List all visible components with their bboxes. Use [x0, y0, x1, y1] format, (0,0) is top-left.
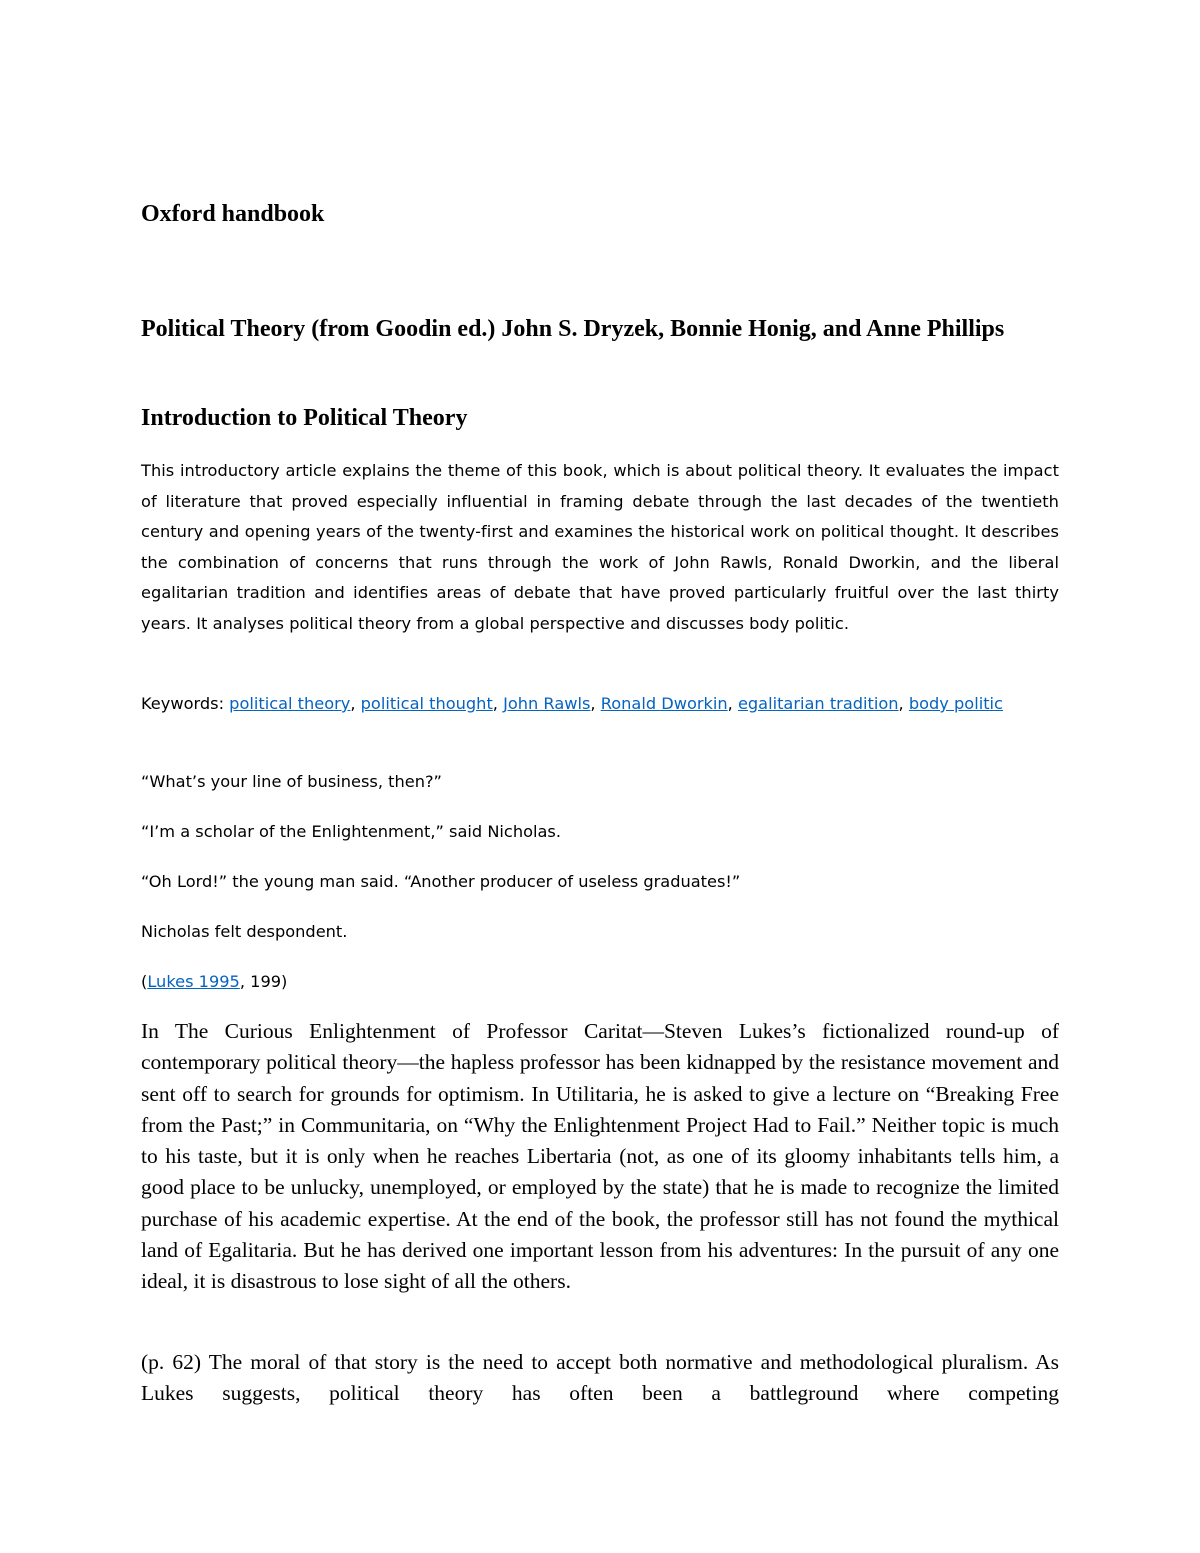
keyword-link-political-thought[interactable]: political thought	[360, 694, 493, 713]
chapter-heading	[141, 311, 1059, 348]
keyword-separator: ,	[492, 694, 504, 713]
document-title: Oxford handbook	[141, 201, 325, 227]
keyword-link-john-rawls[interactable]: John Rawls	[503, 694, 591, 713]
keywords-label: Keywords:	[141, 694, 230, 713]
quote-line: “I’m a scholar of the Enlightenment,” said Nicholas.	[141, 822, 561, 841]
quote-line: Nicholas felt despondent.	[141, 922, 348, 941]
citation-open: (	[141, 972, 148, 991]
keyword-separator: ,	[898, 694, 909, 713]
keyword-link-political-theory[interactable]: political theory	[229, 694, 351, 713]
abstract-paragraph: This introductory article explains the theme of this book, which is about political theory. It evaluates the impact of literature that proved especially influential in framing debate through the last decades of the twentieth century and opening years of the twenty-first and examines the historical work on political thought. It describes the combination of concerns that runs through the work of John Rawls, Ronald Dworkin, and the liberal egalitarian tradition and identifies areas of debate that have proved particularly fruitful over the last thirty years. It analyses political theory from a global perspective and discusses body politic.	[141, 461, 1059, 633]
citation-link-lukes-1995[interactable]: Lukes 1995	[147, 972, 240, 991]
keyword-link-egalitarian-tradition[interactable]: egalitarian tradition	[737, 694, 899, 713]
section-heading: Introduction to Political Theory	[141, 405, 468, 431]
citation-pages: , 199)	[239, 972, 288, 991]
keyword-link-ronald-dworkin[interactable]: Ronald Dworkin	[600, 694, 728, 713]
body-paragraph: (p. 62) The moral of that story is the need to accept both normative and methodological pluralism. As Lukes suggests, political theory has often been a battleground where competing	[141, 1350, 1059, 1406]
chapter-authors: John S. Dryzek, Bonnie Honig, and Anne Phillips	[495, 316, 1005, 342]
quote-line: “Oh Lord!” the young man said. “Another producer of useless graduates!”	[141, 872, 741, 891]
keyword-link-body-politic[interactable]: body politic	[908, 694, 1003, 713]
quote-line: “What’s your line of business, then?”	[141, 772, 442, 791]
keywords-line	[141, 689, 1059, 719]
keyword-separator: ,	[350, 694, 361, 713]
keyword-separator: ,	[590, 694, 601, 713]
citation	[141, 970, 287, 994]
chapter-title: Political Theory (from Goodin ed.)	[141, 316, 496, 342]
keyword-separator: ,	[727, 694, 738, 713]
body-paragraph: In The Curious Enlightenment of Professor Caritat—Steven Lukes’s fictionalized round-up of contemporary political theory—the hapless professor has been kidnapped by the resistance movement and sent off to search for grounds for optimism. In Utilitaria, he is asked to give a lecture on “Breaking Free from the Past;” in Communitaria, on “Why the Enlightenment Project Had to Fail.” Neither topic is much to his taste, but it is only when he reaches Libertaria (not, as one of its gloomy inhabitants tells him, a good place to be unlucky, unemployed, or employed by the state) that he is made to recognize the limited purchase of his academic expertise. At the end of the book, the professor still has not found the mythical land of Egalitaria. But he has derived one important lesson from his adventures: In the pursuit of any one ideal, it is disastrous to lose sight of all the others.	[141, 1019, 1059, 1294]
